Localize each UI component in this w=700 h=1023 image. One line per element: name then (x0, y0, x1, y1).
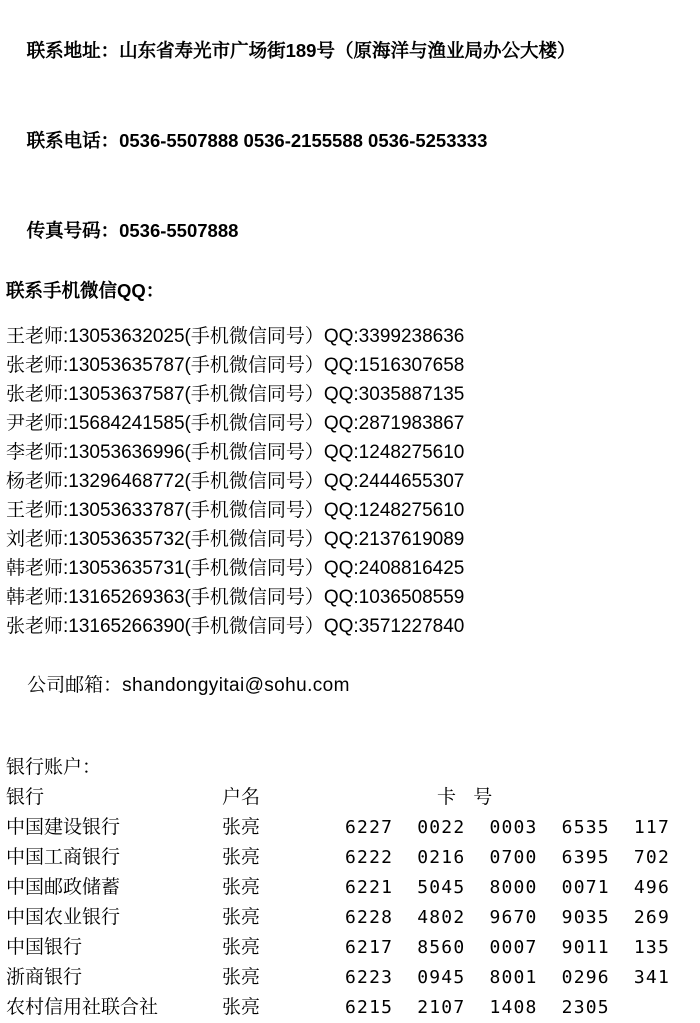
list-item: 尹老师:15684241585(手机微信同号）QQ:2871983867 (6, 413, 465, 434)
list-item: 张老师:13053637587(手机微信同号）QQ:3035887135 (6, 384, 465, 405)
column-header-card-number-text: 卡 号 (437, 787, 499, 808)
fax-value: 0536-5507888 (119, 220, 239, 241)
contact-person-list (6, 322, 700, 641)
cell-account-name: 张亮 (222, 817, 261, 838)
cell-bank: 农村信用社联合社 (6, 997, 159, 1018)
table-row (6, 873, 670, 903)
table-header-row (6, 783, 670, 813)
mobile-wechat-qq-heading: 联系手机微信QQ： (6, 280, 165, 301)
column-header-card-number (337, 783, 670, 813)
cell-bank: 中国邮政储蓄 (6, 877, 121, 898)
table-body (6, 813, 670, 1023)
cell-card-number: 6215 2107 1408 2305 (345, 997, 610, 1018)
fax-line (6, 186, 700, 276)
cell-account-name: 张亮 (222, 877, 261, 898)
list-item: 刘老师:13053635732(手机微信同号）QQ:2137619089 (6, 529, 465, 550)
table-row (6, 993, 670, 1023)
table-row (6, 813, 670, 843)
cell-account-name: 张亮 (222, 937, 261, 958)
address-value: 山东省寿光市广场街189号（原海洋与渔业局办公大楼） (119, 40, 576, 61)
cell-bank: 中国工商银行 (6, 847, 121, 868)
table-row (6, 843, 670, 873)
list-item: 韩老师:13165269363(手机微信同号）QQ:1036508559 (6, 587, 465, 608)
list-item: 张老师:13165266390(手机微信同号）QQ:3571227840 (6, 616, 465, 637)
table-row (6, 963, 670, 993)
list-item: 王老师:13053633787(手机微信同号）QQ:1248275610 (6, 500, 465, 521)
cell-bank: 中国建设银行 (6, 817, 121, 838)
phone-line (6, 96, 700, 186)
table-header (6, 783, 670, 813)
list-item: 杨老师:13296468772(手机微信同号）QQ:2444655307 (6, 471, 465, 492)
phone-label: 联系电话： (26, 130, 120, 151)
list-item: 韩老师:13053635731(手机微信同号）QQ:2408816425 (6, 558, 465, 579)
bank-section-title: 银行账户： (6, 757, 102, 778)
cell-card-number: 6222 0216 0700 6395 702 (345, 847, 670, 868)
fax-label: 传真号码： (26, 220, 120, 241)
bank-accounts-table (6, 783, 670, 1023)
email-line (6, 641, 700, 731)
list-item: 张老师:13053635787(手机微信同号）QQ:1516307658 (6, 355, 465, 376)
column-header-account-name: 户名 (222, 787, 261, 808)
table-row (6, 903, 670, 933)
table-row (6, 933, 670, 963)
address-label: 联系地址： (26, 40, 120, 61)
cell-bank: 中国农业银行 (6, 907, 121, 928)
cell-card-number: 6223 0945 8001 0296 341 (345, 967, 670, 988)
list-item: 王老师:13053632025(手机微信同号）QQ:3399238636 (6, 326, 465, 347)
phone-value: 0536-5507888 0536-2155588 0536-5253333 (119, 130, 488, 151)
list-item: 李老师:13053636996(手机微信同号）QQ:1248275610 (6, 442, 465, 463)
email-address: shandongyitai@sohu.com (122, 675, 350, 696)
cell-bank: 浙商银行 (6, 967, 83, 988)
spacer-before-bank (6, 731, 700, 753)
cell-card-number: 6217 8560 0007 9011 135 (345, 937, 670, 958)
cell-account-name: 张亮 (222, 997, 261, 1018)
cell-card-number: 6227 0022 0003 6535 117 (345, 817, 670, 838)
cell-bank: 中国银行 (6, 937, 83, 958)
cell-card-number: 6221 5045 8000 0071 496 (345, 877, 670, 898)
email-label: 公司邮箱： (27, 675, 123, 696)
spacer-after-heading (6, 306, 700, 322)
cell-account-name: 张亮 (222, 847, 261, 868)
address-line (6, 6, 700, 96)
cell-card-number: 6228 4802 9670 9035 269 (345, 907, 670, 928)
cell-account-name: 张亮 (222, 907, 261, 928)
column-header-bank: 银行 (6, 787, 45, 808)
cell-account-name: 张亮 (222, 967, 261, 988)
